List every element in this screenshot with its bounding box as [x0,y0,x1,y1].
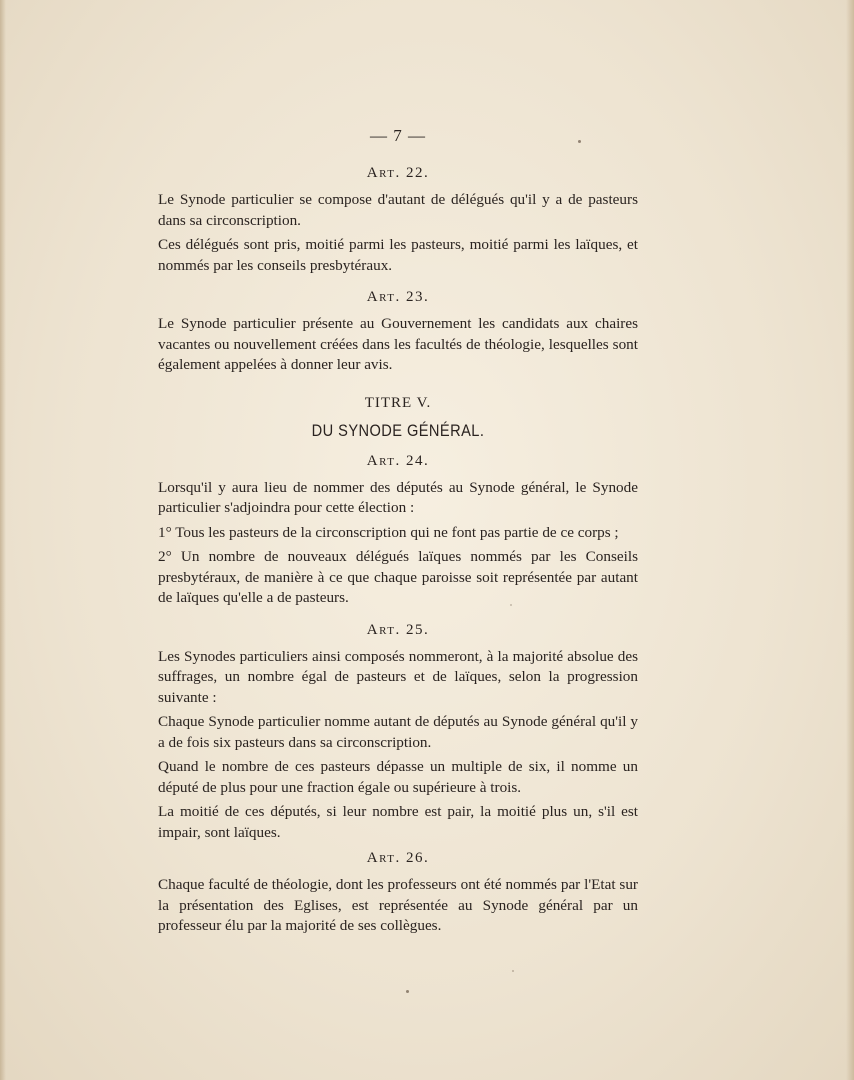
paper-speck [406,990,409,993]
article-23-heading: Art. 23. [366,289,430,305]
document-body [158,124,638,941]
section-heading: DU SYNODE GÉNÉRAL. [311,420,485,440]
paper-edge-left [0,0,6,1080]
paper-speck [578,140,581,143]
article-22-heading: Art. 22. [366,165,430,181]
article-25-paragraph: Les Synodes particuliers ainsi composés nommeront, à la majorité absolue des suffrages, un nombre égal de pasteurs et de laïques, selon la progression suivante : [158,647,638,706]
article-22-paragraph: Ces délégués sont pris, moitié parmi les pasteurs, moitié parmi les laïques, et nommés par les conseils presbytéraux. [158,236,638,274]
title-label: TITRE V. [364,394,432,411]
paper-speck [512,970,514,972]
article-25-paragraph: La moitié de ces députés, si leur nombre est pair, la moitié plus un, s'il est impair, sont laïques. [158,803,638,841]
article-24-paragraph: 1° Tous les pasteurs de la circonscription qui ne font pas partie de ce corps ; [158,523,619,541]
page-number: — 7 — [370,126,426,145]
article-24-paragraph: Lorsqu'il y aura lieu de nommer des députés au Synode général, le Synode particulier s'adjoindra pour cette élection : [158,478,638,516]
article-25-heading: Art. 25. [366,621,430,638]
article-26-heading: Art. 26. [366,850,430,866]
paper-edge-right [846,0,854,1080]
article-25-paragraph: Chaque Synode particulier nomme autant de députés au Synode général qu'il y a de fois six pasteurs dans sa circonscription. [158,713,638,751]
article-24-paragraph: 2° Un nombre de nouveaux délégués laïques nommés par les Conseils presbytéraux, de manière à ce que chaque paroisse soit représentée par autant de laïques qu'elle a de pasteurs. [158,548,638,606]
article-24-heading: Art. 24. [366,452,430,469]
article-22-paragraph: Le Synode particulier se compose d'autant de délégués qu'il y a de pasteurs dans sa circonscription. [158,191,638,229]
article-23-paragraph: Le Synode particulier présente au Gouvernement les candidats aux chaires vacantes ou nouvellement créées dans les facultés de théologie, lesquelles sont également appelées à donner leur avis. [158,315,638,373]
paper-speck [510,604,512,606]
article-25-paragraph: Quand le nombre de ces pasteurs dépasse un multiple de six, il nomme un député de plus pour une fraction égale ou supérieure à trois. [158,758,638,796]
article-26-paragraph: Chaque faculté de théologie, dont les professeurs ont été nommés par l'Etat sur la présentation des Eglises, est représentée au Synode général par un professeur élu par la majorité de ses collègues. [158,876,638,934]
